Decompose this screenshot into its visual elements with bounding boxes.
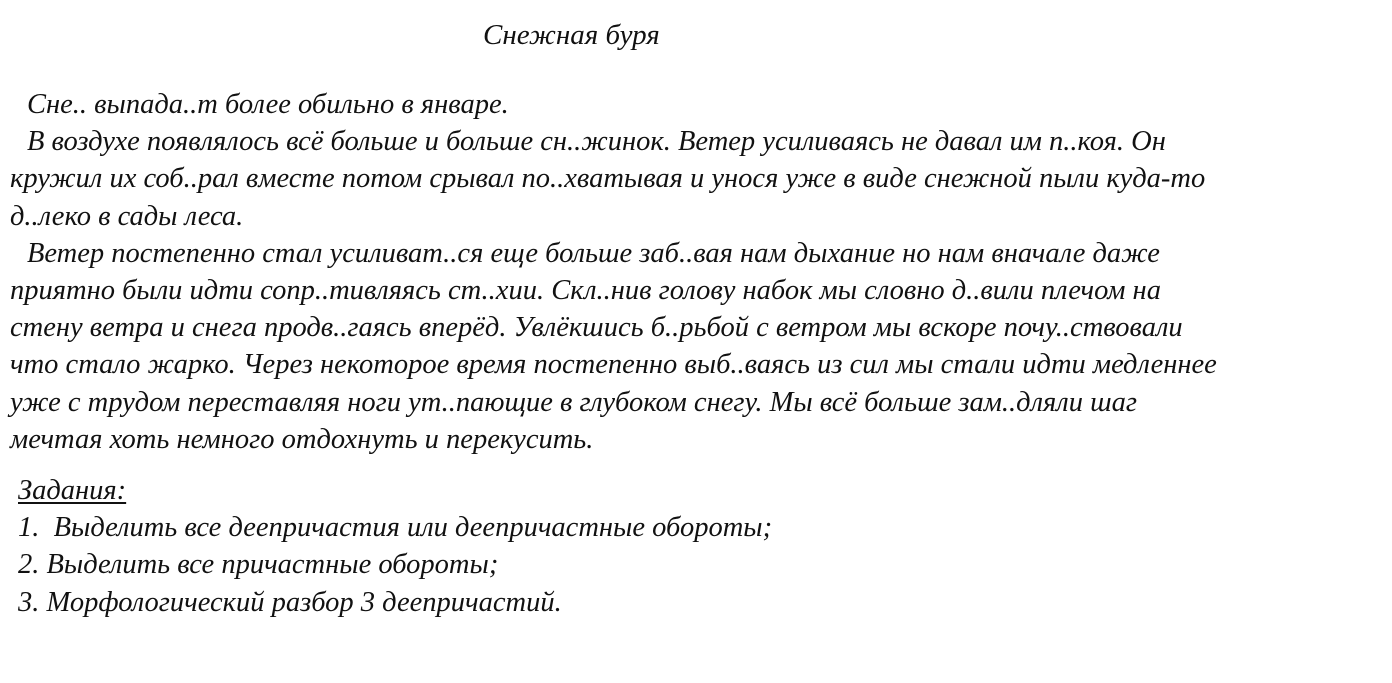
story-text — [10, 86, 1385, 458]
task-item: 2. Выделить все причастные обороты; — [18, 549, 499, 581]
task-item: 1. Выделить все деепричастия или деепричастные обороты; — [18, 512, 773, 544]
tasks-section — [18, 472, 772, 621]
text-line: уже с трудом переставляя ноги ут..пающие в глубоком снегу. Мы всё больше зам..дляли шаг — [10, 386, 1137, 418]
text-line: приятно были идти сопр..тивляясь ст..хии. Скл..нив голову набок мы словно д..вили плечом на — [10, 274, 1161, 306]
text-line: кружил их соб..рал вместе потом срывал по..хватывая и унося уже в виде снежной пыли куда-то — [10, 163, 1206, 195]
task-item: 3. Морфологический разбор 3 деепричастий. — [18, 586, 562, 618]
tasks-heading: Задания: — [18, 475, 127, 506]
document-title: Снежная буря — [483, 19, 660, 51]
text-line: В воздухе появлялось всё больше и больше сн..жинок. Ветер усиливаясь не давал им п..коя. Он — [27, 126, 1166, 158]
text-line: стену ветра и снега продв..гаясь вперёд. Увлёкшись б..рьбой с ветром мы вскоре почу..ствовали — [10, 312, 1183, 344]
text-line: Сне.. выпада..т более обильно в январе. — [27, 89, 509, 120]
text-line: Ветер постепенно стал усиливат..ся еще больше заб..вая нам дыхание но нам вначале даже — [27, 237, 1160, 269]
text-line: мечтая хоть немного отдохнуть и перекусить. — [10, 423, 594, 455]
text-line: д..леко в сады леса. — [10, 200, 244, 232]
text-line: что стало жарко. Через некоторое время постепенно выб..ваясь из сил мы стали идти медленнее — [10, 349, 1217, 381]
